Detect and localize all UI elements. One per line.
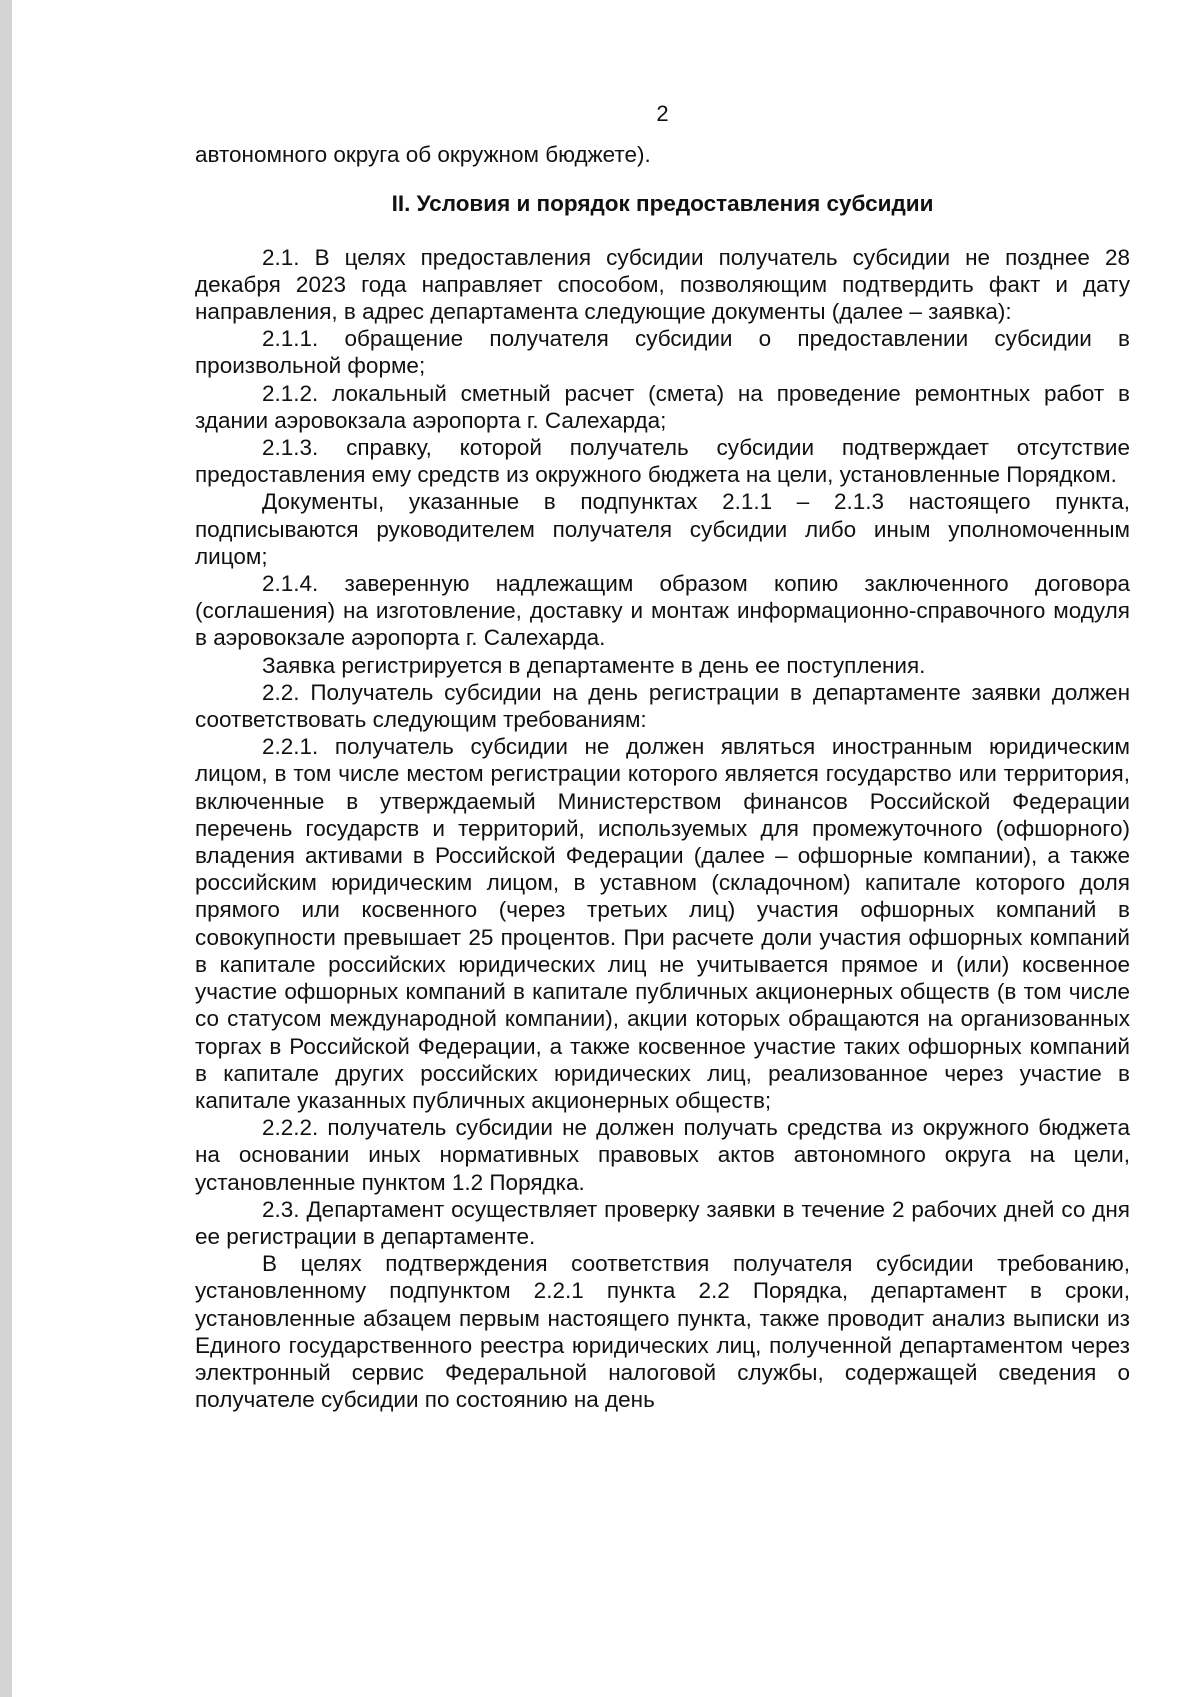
paragraph-2-3: 2.3. Департамент осуществляет проверку заявки в течение 2 рабочих дней со дня ее регистрации в департаменте. bbox=[195, 1196, 1130, 1249]
paragraph-2-2: 2.2. Получатель субсидии на день регистрации в департаменте заявки должен соответствовать следующим требованиям: bbox=[195, 679, 1130, 733]
paragraph-2-2-2: 2.2.2. получатель субсидии не должен получать средства из окружного бюджета на основании иных нормативных правовых актов автономного округа на цели, установленные пунктом 1.2 Порядка. bbox=[195, 1115, 1130, 1195]
scan-edge-shadow bbox=[0, 0, 12, 1697]
paragraph-2-2-1: 2.2.1. получатель субсидии не должен являться иностранным юридическим лицом, в том числе местом регистрации которого является государство или территория, включенные в утверждаемый Министерством финансов Российской Федерации перечень государств и территорий, используемых для промежуточного (офшорного) владения активами в Российской Федерации (далее – офшорные компании), а также российским юридическим лицом, в уставном (складочном) капитале которого доля прямого или косвенного (через третьих лиц) участия офшорных компаний в совокупности превышает 25 процентов. При расчете доли участия офшорных компаний в капитале российских юридических лиц не учитывается прямое и (или) косвенное участие офшорных компаний в капитале публичных акционерных обществ (в том числе со статусом международной компании), акции которых обращаются на организованных торгах в Российской Федерации, а также косвенное участие таких офшорных компаний в капитале других российских юридических лиц, реализованное через участие в капитале указанных публичных акционерных обществ; bbox=[195, 734, 1130, 1113]
paragraph-2-1-4: 2.1.4. заверенную надлежащим образом копию заключенного договора (соглашения) на изготовление, доставку и монтаж информационно-справочного модуля в аэровокзале аэропорта г. Салехарда. bbox=[195, 571, 1130, 651]
paragraph-2-1-2: 2.1.2. локальный сметный расчет (смета) на проведение ремонтных работ в здании аэровокзала аэропорта г. Салехарда; bbox=[195, 380, 1130, 433]
paragraph-2-1-3: 2.1.3. справку, которой получатель субсидии подтверждает отсутствие предоставления ему средств из окружного бюджета на цели, установленные Порядком. bbox=[195, 435, 1130, 488]
paragraph-registration: Заявка регистрируется в департаменте в день ее поступления. bbox=[262, 652, 926, 678]
paragraph-2-1-1: 2.1.1. обращение получателя субсидии о предоставлении субсидии в произвольной форме; bbox=[195, 326, 1130, 379]
page-number: 2 bbox=[656, 101, 669, 126]
section-title: II. Условия и порядок предоставления субсидии bbox=[391, 191, 934, 217]
paragraph-verification: В целях подтверждения соответствия получателя субсидии требованию, установленному подпунктом 2.2.1 пункта 2.2 Порядка, департамент в сроки, установленные абзацем первым настоящего пункта, также проводит анализ выписки из Единого государственного реестра юридических лиц, полученной департаментом через электронный сервис Федеральной налоговой службы, содержащей сведения о получателе субсидии по состоянию на день bbox=[195, 1251, 1130, 1413]
paragraph-documents-signing: Документы, указанные в подпунктах 2.1.1 – 2.1.3 настоящего пункта, подписываются руководителем получателя субсидии либо иным уполномоченным лицом; bbox=[195, 489, 1130, 569]
document-page bbox=[195, 100, 1130, 1413]
paragraph-continuation: автономного округа об окружном бюджете). bbox=[195, 142, 651, 168]
paragraph-2-1: 2.1. В целях предоставления субсидии получатель субсидии не позднее 28 декабря 2023 года направляет способом, позволяющим подтвердить факт и дату направления, в адрес департамента следующие документы (далее – заявка): bbox=[195, 244, 1130, 325]
